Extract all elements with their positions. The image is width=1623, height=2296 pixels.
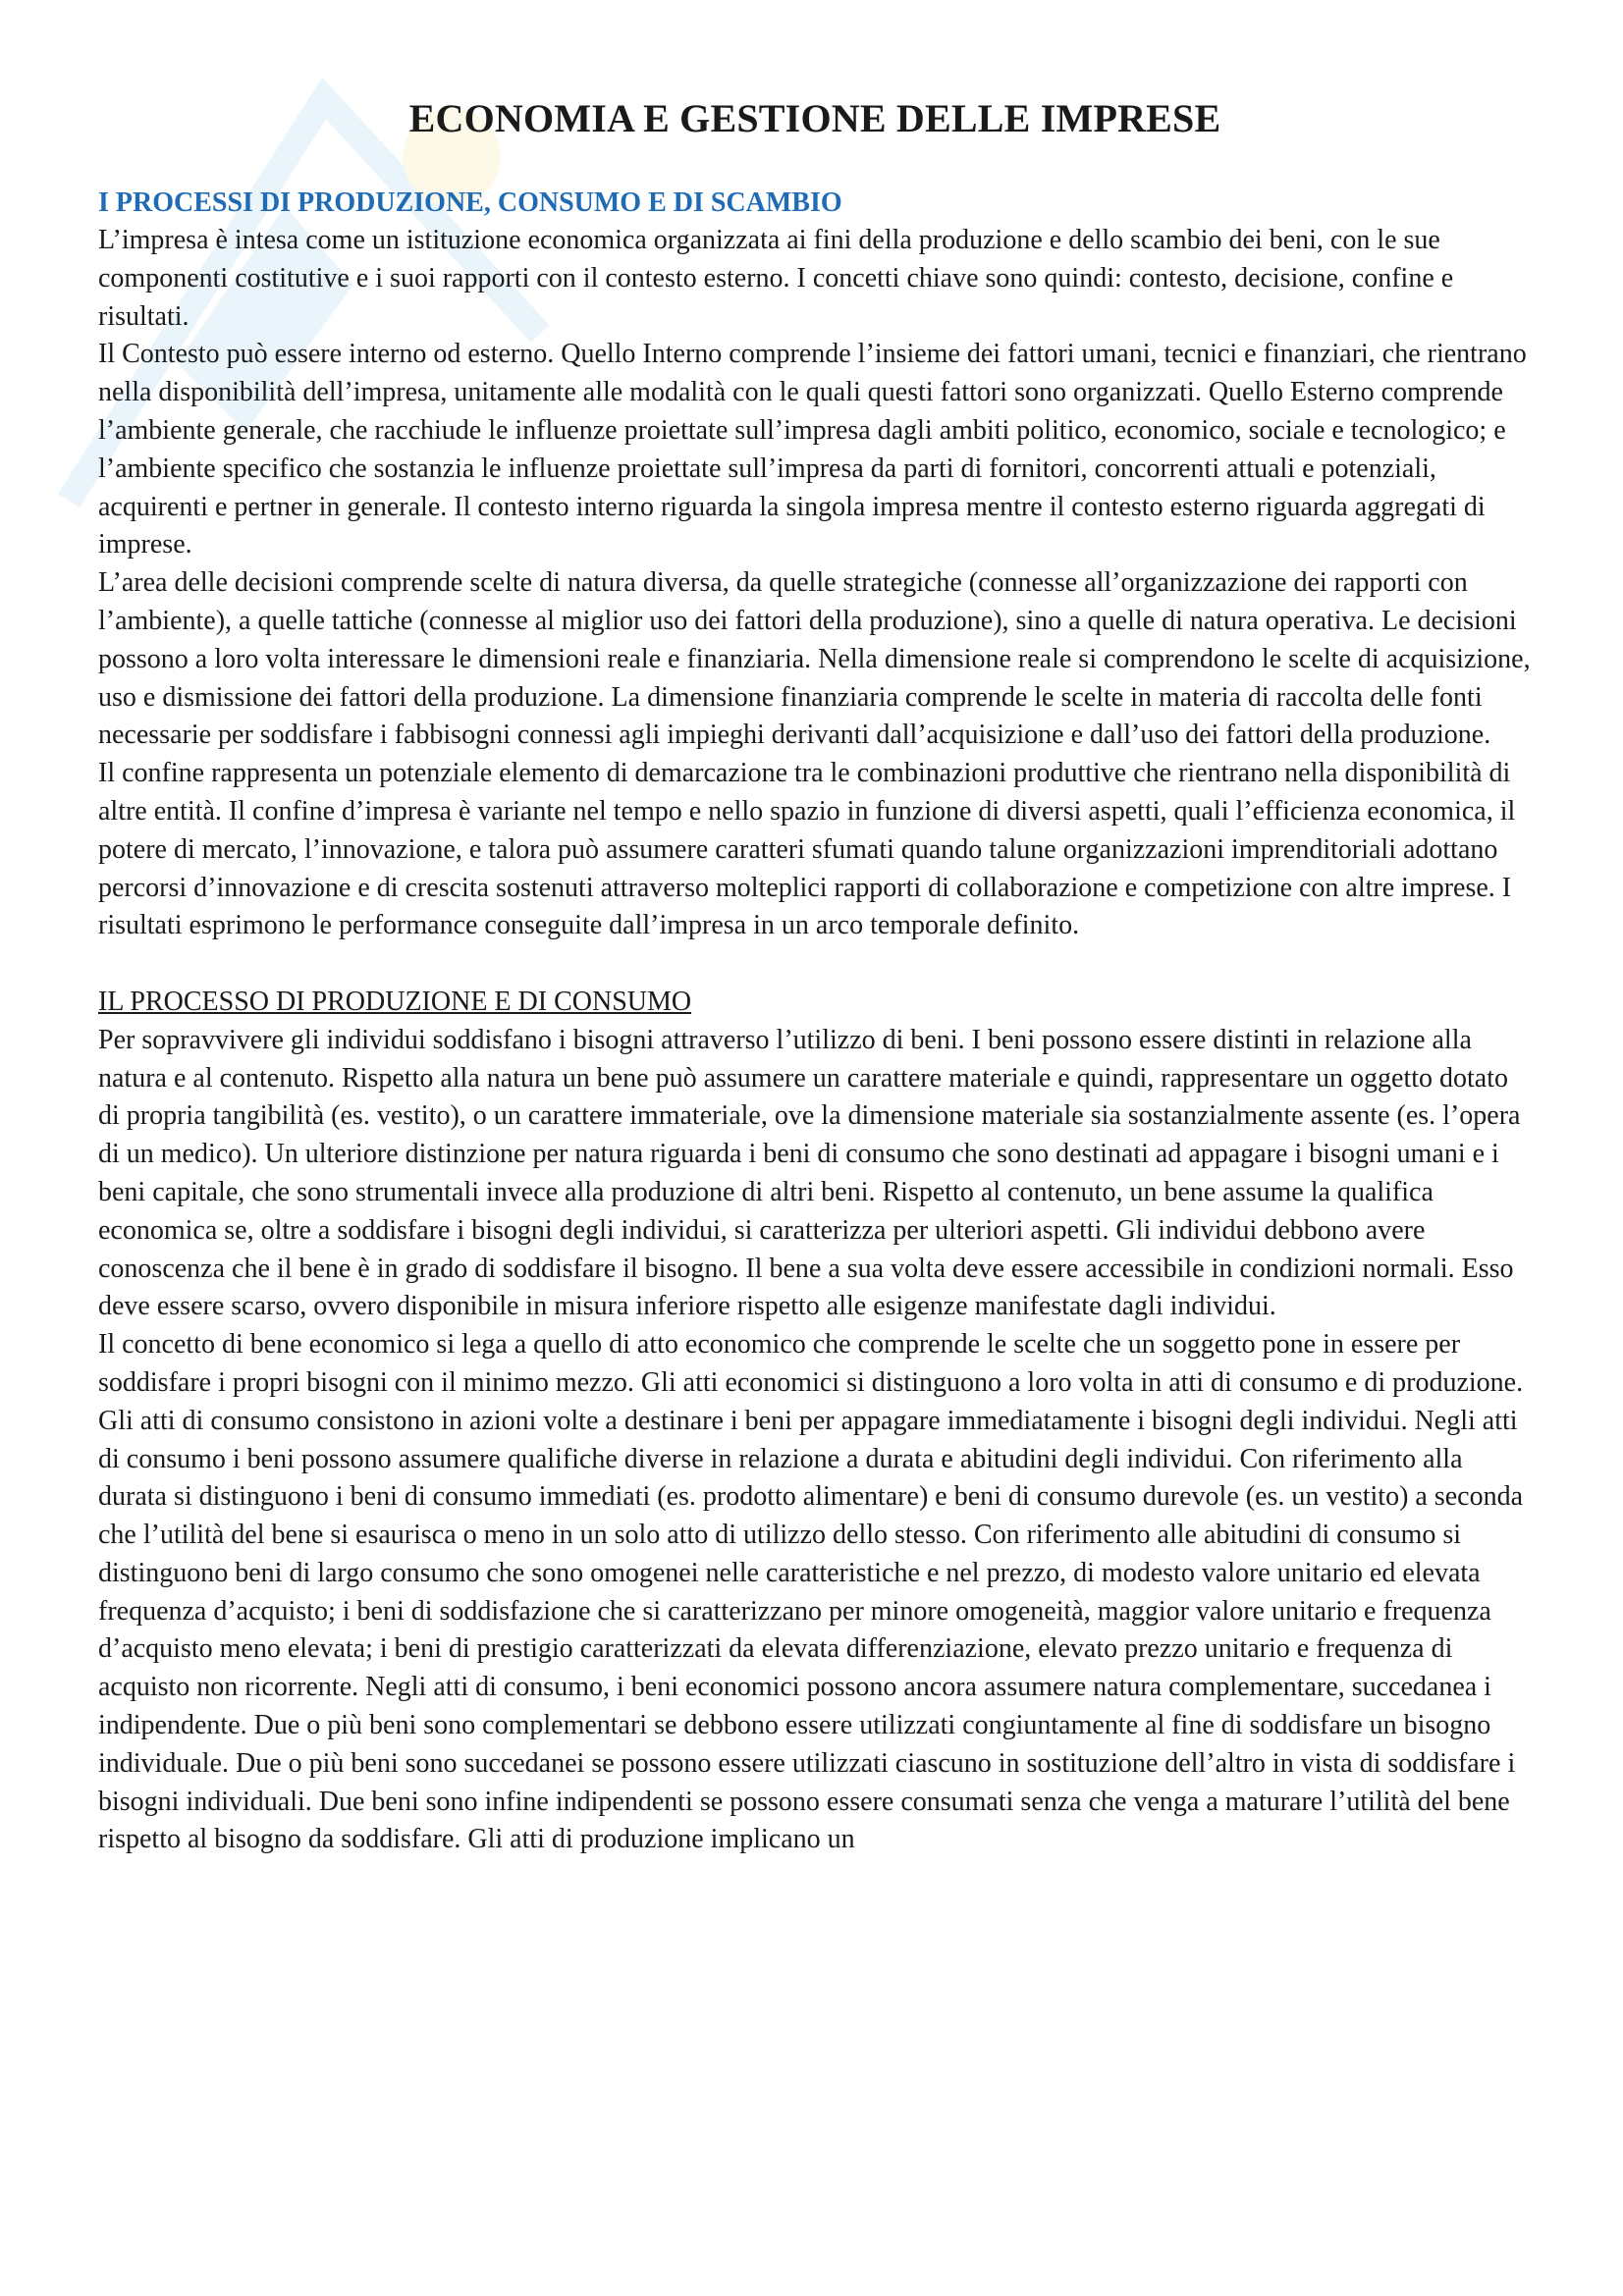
paragraph: Il confine rappresenta un potenziale elemento di demarcazione tra le combinazioni produttive che rientrano nella disponibilità di altre entità. Il confine d’impresa è variante nel tempo e nello spazio in funzione di diversi aspetti, quali l’efficienza economica, il potere di mercato, l’innovazione, e talora può assumere caratteri sfumati quando talune organizzazioni imprenditoriali adottano percorsi d’innovazione e di crescita sostenuti attraverso molteplici rapporti di collaborazione e competizione con altre imprese. I risultati esprimono le performance conseguite dall’impresa in un arco temporale definito. xyxy=(98,758,1516,941)
paragraph: Per sopravvivere gli individui soddisfano i bisogni attraverso l’utilizzo di beni. I beni possono essere distinti in relazione alla natura e al contenuto. Rispetto alla natura un bene può assumere un carattere materiale e quindi, rappresentare un oggetto dotato di propria tangibilità (es. vestito), o un carattere immateriale, ove la dimensione materiale sia sostanzialmente assente (es. l’opera di un medico). Un ulteriore distinzione per natura riguarda i beni di consumo che sono destinati ad appagare i bisogni umani e i beni capitale, che sono strumentali invece alla produzione di altri beni. Rispetto al contenuto, un bene assume la qualifica economica se, oltre a soddisfare i bisogni degli individui, si caratterizza per ulteriori aspetti. Gli individui debbono avere conoscenza che il bene è in grado di soddisfare il bisogno. Il bene a sua volta deve essere accessibile in condizioni normali. Esso deve essere scarso, ovvero disponibile in misura inferiore rispetto alle esigenze manifestate dagli individui. xyxy=(98,1024,1521,1322)
paragraph: L’area delle decisioni comprende scelte di natura diversa, da quelle strategiche (connesse all’organizzazione dei rapporti con l’ambiente), a quelle tattiche (connesse al miglior uso dei fattori della produzione), sino a quelle di natura operativa. Le decisioni possono a loro volta interessare le dimensioni reale e finanziaria. Nella dimensione reale si comprendono le scelte di acquisizione, uso e dismissione dei fattori della produzione. La dimensione finanziaria comprende le scelte in materia di raccolta delle fonti necessarie per soddisfare i fabbisogni connessi agli impieghi derivanti dall’acquisizione e dall’uso dei fattori della produzione. xyxy=(98,567,1531,751)
paragraph: Il Contesto può essere interno od esterno. Quello Interno comprende l’insieme dei fattori umani, tecnici e finanziari, che rientrano nella disponibilità dell’impresa, unitamente alle modalità con le quali questi fattori sono organizzati. Quello Esterno comprende l’ambiente generale, che racchiude le influenze proiettate sull’impresa dagli ambiti politico, economico, sociale e tecnologico; e l’ambiente specifico che sostanzia le influenze proiettate sull’impresa da parti di fornitori, concorrenti attuali e potenziali, acquirenti e pertner in generale. Il contesto interno riguarda la singola impresa mentre il contesto esterno riguarda aggregati di imprese. xyxy=(98,339,1527,561)
document-page xyxy=(98,96,1532,1859)
paragraph: Il concetto di bene economico si lega a quello di atto economico che comprende le scelte che un soggetto pone in essere per soddisfare i propri bisogni con il minimo mezzo. Gli atti economici si distinguono a loro volta in atti di consumo e di produzione. xyxy=(98,1329,1524,1398)
section-heading-produzione-consumo: IL PROCESSO DI PRODUZIONE E DI CONSUMO xyxy=(98,986,692,1017)
spacer xyxy=(98,945,1532,984)
section-heading-processi: I PROCESSI DI PRODUZIONE, CONSUMO E DI SCAMBIO xyxy=(98,187,842,218)
section-produzione-consumo xyxy=(98,984,1532,1859)
document-title: ECONOMIA E GESTIONE DELLE IMPRESE xyxy=(408,96,1221,140)
paragraph: L’impresa è intesa come un istituzione economica organizzata ai fini della produzione e dello scambio dei beni, con le sue componenti costitutive e i suoi rapporti con il contesto esterno. I concetti chiave sono quindi: contesto, decisione, confine e risultati. xyxy=(98,225,1454,332)
section-processi xyxy=(98,185,1532,945)
paragraph: Gli atti di consumo consistono in azioni volte a destinare i beni per appagare immediatamente i bisogni degli individui. Negli atti di consumo i beni possono assumere qualifiche diverse in relazione a durata e abitudini degli individui. Con riferimento alla durata si distinguono i beni di consumo immediati (es. prodotto alimentare) e beni di consumo durevole (es. un vestito) a seconda che l’utilità del bene si esaurisca o meno in un solo atto di utilizzo dello stesso. Con riferimento alle abitudini di consumo si distinguono beni di largo consumo che sono omogenei nelle caratteristiche e nel prezzo, di modesto valore unitario ed elevata frequenza d’acquisto; i beni di soddisfazione che si caratterizzano per minore omogeneità, maggior valore unitario e frequenza d’acquisto meno elevata; i beni di prestigio caratterizzati da elevata differenziazione, elevato prezzo unitario e frequenza di acquisto non ricorrente. Negli atti di consumo, i beni economici possono ancora assumere natura complementare, succedanea i indipendente. Due o più beni sono complementari se debbono essere utilizzati congiuntamente al fine di soddisfare un bisogno individuale. Due o più beni sono succedanei se possono essere utilizzati ciascuno in sostituzione dell’altro in vista di soddisfare i bisogni individuali. Due beni sono infine indipendenti se possono essere consumati senza che venga a maturare l’utilità del bene rispetto al bisogno da soddisfare. Gli atti di produzione implicano un xyxy=(98,1405,1523,1855)
